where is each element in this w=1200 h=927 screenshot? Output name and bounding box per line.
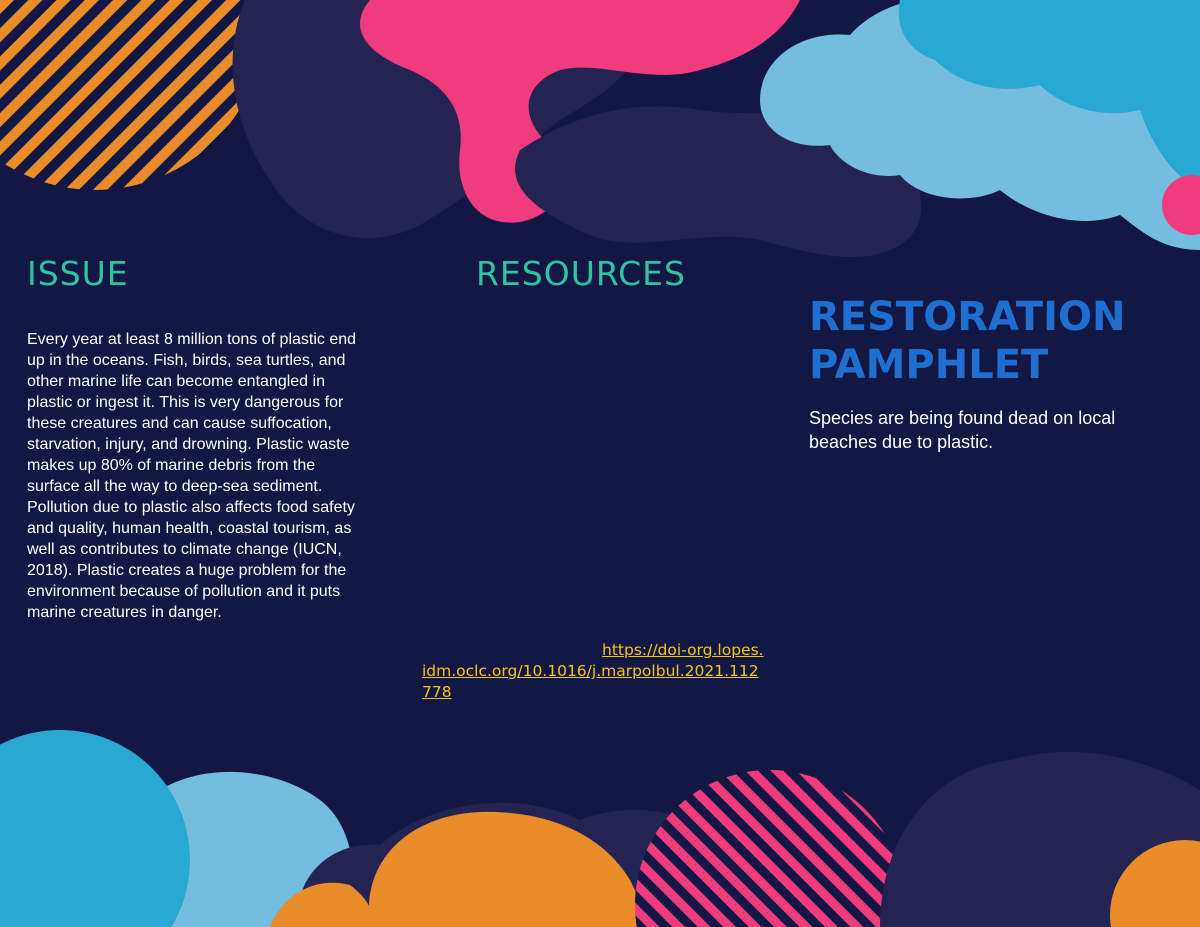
reference-title: Marine Pollution Bulletin, 172	[422, 620, 757, 659]
title-line-2: PAMPHLET	[809, 342, 1049, 388]
reference-text: . Capitol Weekly. Retrieved November 7, 2021, from https://capitolweekly.net/californias-straw-law-draws-attention/.	[422, 452, 767, 533]
resources-heading: RESOURCES	[476, 254, 686, 293]
pamphlet-title	[809, 293, 1149, 389]
reference-item	[422, 325, 767, 409]
reference-text: .	[592, 641, 602, 659]
reference-list	[422, 325, 767, 703]
reference-authors: Tudor, D. T., & Williams, A. T. (2021). The effectiveness of legislative and voluntary strategies to prevent ocean plastic pollution: Lessons from the UK and South Pacific.	[422, 557, 765, 638]
reference-authors: Muscat, M. (2019, April 11).	[422, 431, 642, 449]
reference-title: Marine plastics	[422, 326, 539, 344]
reference-item	[422, 556, 767, 703]
title-line-1: RESTORATION	[809, 294, 1126, 340]
pamphlet-subtitle: Species are being found dead on local beaches due to plastic.	[809, 408, 1116, 452]
issue-body-text: Every year at least 8 million tons of plastic end up in the oceans. Fish, birds, sea turtles, and other marine life can become entangled in plastic or ingest it. This is very dangerous for these creatures and can cause suffocation, starvation, injury, and drowning. Plastic waste makes up 80% of marine debris from the surface all the way to deep-sea sediment. Pollution due to plastic also affects food safety and quality, human health, coastal tourism, as well as contributes to climate change (IUCN, 2018). Plastic creates a huge problem for the environment because of pollution and it puts marine creatures in danger.	[27, 331, 357, 621]
reference-title: California's Straw Law draws attention	[422, 431, 765, 470]
reference-item	[422, 430, 767, 535]
reference-text: . IUCN. (2018, December 5). Retrieved November 6, 2021, from https://www.iucn.org/resources/issues-briefs/marine-plastics.	[422, 326, 766, 407]
resources-panel	[422, 255, 767, 724]
issue-panel	[27, 255, 362, 623]
issue-heading: ISSUE	[27, 254, 129, 293]
doi-link[interactable]: https://doi-org.lopes.idm.oclc.org/10.1016/j.marpolbul.2021.112778	[422, 641, 764, 701]
cover-panel	[809, 293, 1149, 454]
